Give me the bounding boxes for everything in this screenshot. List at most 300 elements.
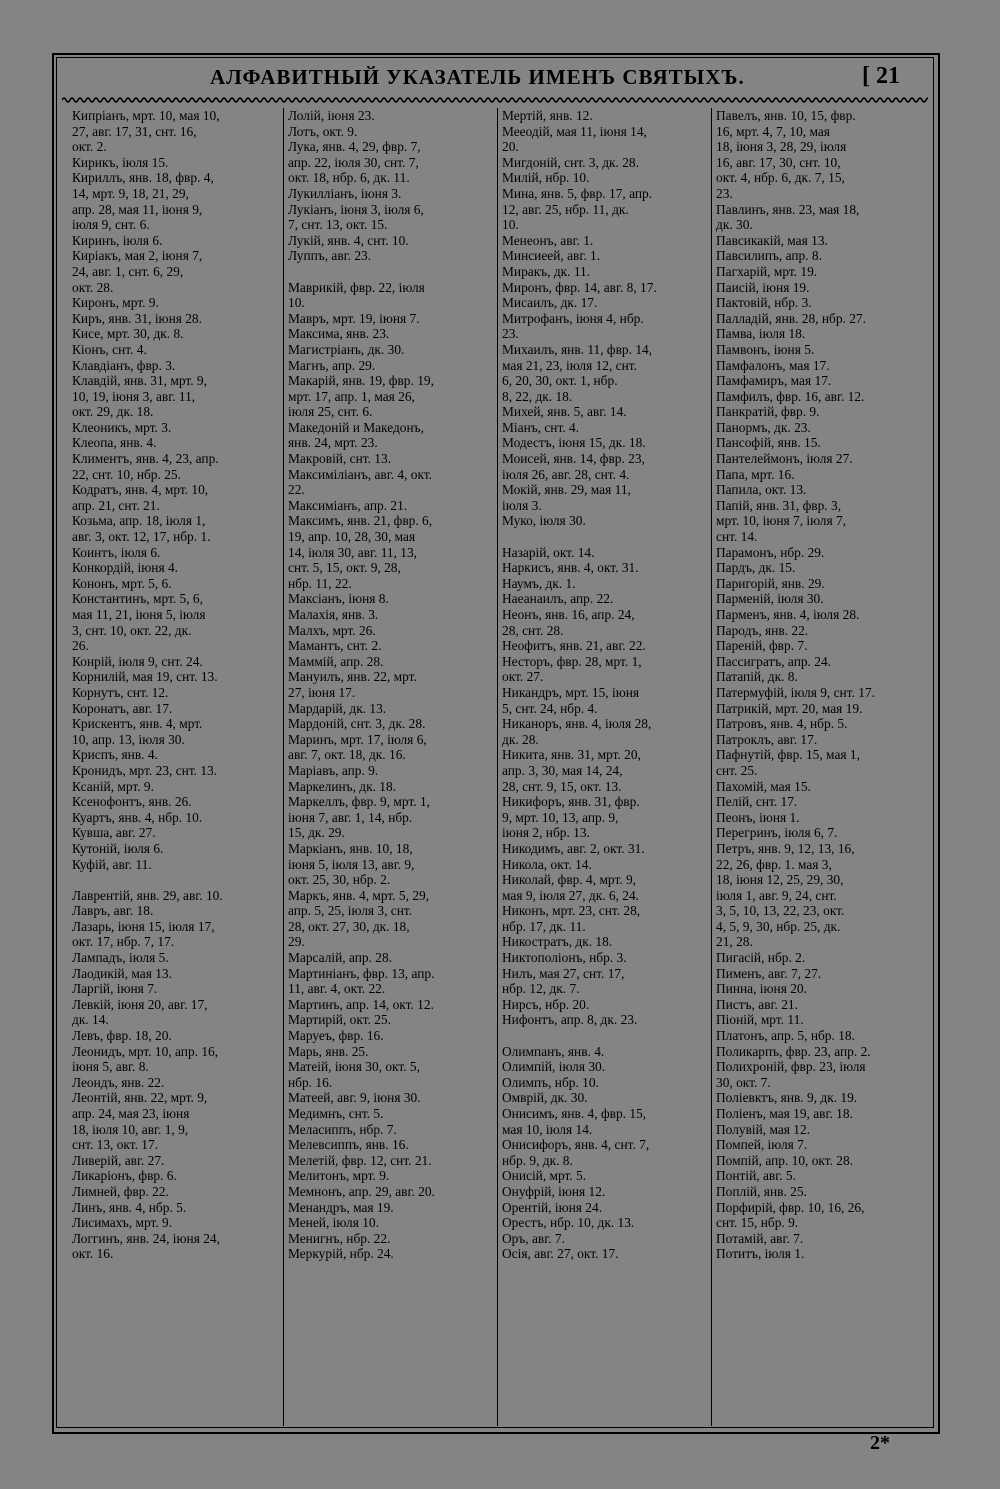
- index-entry-line: 27, іюня 17.: [288, 684, 356, 700]
- index-entry-line: Лукилліанъ, іюня 3.: [288, 185, 402, 201]
- index-entry-line: Полувій, мая 12.: [716, 1121, 811, 1137]
- index-entry-line: Корнутъ, снт. 12.: [72, 684, 169, 700]
- index-entry-line: Папа, мрт. 16.: [716, 466, 795, 482]
- index-entry-line: іюня 5, іюля 13, авг. 9,: [288, 856, 415, 872]
- index-entry-line: Папій, янв. 31, фвр. 3,: [716, 497, 842, 513]
- index-entry-line: Ливерій, авг. 27.: [72, 1152, 165, 1168]
- index-entry-line: Михей, янв. 5, авг. 14.: [502, 404, 627, 420]
- index-entry-line: 22, 26, фвр. 1. мая 3,: [716, 856, 832, 872]
- index-entry-line: Модестъ, іюня 15, дк. 18.: [502, 435, 646, 451]
- index-entry-line: Миракъ, дк. 11.: [502, 263, 591, 279]
- index-entry-line: Кипріанъ, мрт. 10, мая 10,: [72, 108, 220, 123]
- index-entry-line: Никита, янв. 31, мрт. 20,: [502, 747, 641, 763]
- index-entry-line: 10.: [502, 217, 519, 233]
- index-entry-line: іюля 25, снт. 6.: [288, 404, 373, 420]
- index-entry-line: Пассигратъ, апр. 24.: [716, 653, 831, 669]
- index-entry-line: 6, 20, 30, окт. 1, нбр.: [502, 373, 618, 389]
- index-entry-line: Петръ, янв. 9, 12, 13, 16,: [716, 840, 855, 856]
- index-entry-line: 26.: [72, 638, 89, 654]
- page-header: [60, 63, 930, 95]
- index-entry-line: Никола, окт. 14.: [502, 856, 592, 872]
- index-entry-line: Пелій, снт. 17.: [716, 794, 798, 810]
- index-entry-line: 14, мрт. 9, 18, 21, 29,: [72, 185, 189, 201]
- index-entry-line: Ксаній, мрт. 9.: [72, 778, 154, 794]
- index-entry-line: окт. 27.: [502, 669, 544, 685]
- index-entry-line: Лотъ, окт. 9.: [288, 123, 358, 139]
- index-entry-line: 15, дк. 29.: [288, 825, 345, 841]
- index-entry-line: Маркелинъ, дк. 18.: [288, 778, 397, 794]
- index-entry-line: Пафнутій, фвр. 15, мая 1,: [716, 747, 860, 763]
- index-entry-line: Мавръ, мрт. 19, іюня 7.: [288, 310, 420, 326]
- index-entry-line: Лавръ, авг. 18.: [72, 903, 154, 919]
- index-entry-line: Пагхарій, мрт. 19.: [716, 263, 818, 279]
- index-entry-line: Панкратій, фвр. 9.: [716, 404, 820, 420]
- index-entry-line: 10, 19, іюня 3, авг. 11,: [72, 388, 196, 404]
- index-entry-line: Киринъ, іюля 6.: [72, 232, 163, 248]
- index-entry-line: Поліенъ, мая 19, авг. 18.: [716, 1106, 853, 1121]
- index-entry-line: окт. 29, дк. 18.: [72, 404, 154, 420]
- index-entry-line: [72, 872, 277, 888]
- index-entry-line: 21, 28.: [716, 934, 753, 950]
- index-entry-line: Памфалонъ, мая 17.: [716, 357, 830, 373]
- index-entry-line: мая 9, іюля 27, дк. 6, 24.: [502, 887, 640, 903]
- index-entry-line: дк. 14.: [72, 1012, 109, 1028]
- index-entry-line: Пактовій, нбр. 3.: [716, 295, 812, 311]
- index-entry-line: Конкордій, іюня 4.: [72, 560, 178, 576]
- index-entry-line: дк. 28.: [502, 731, 539, 747]
- index-entry-line: Мертій, янв. 12.: [502, 108, 593, 123]
- index-entry-line: Павлинъ, янв. 23, мая 18,: [716, 201, 860, 217]
- index-entry-line: Константинъ, мрт. 5, 6,: [72, 591, 203, 607]
- index-entry-line: іюня 5, авг. 8.: [72, 1059, 149, 1075]
- index-entry-line: Максіанъ, іюня 8.: [288, 591, 389, 607]
- index-entry-line: Мамантъ, снт. 2.: [288, 638, 382, 654]
- index-entry-line: нбр. 17, дк. 11.: [502, 918, 586, 934]
- index-entry-line: Пародъ, янв. 22.: [716, 622, 809, 638]
- index-entry-line: Магнъ, апр. 29.: [288, 357, 376, 373]
- index-entry-line: Менигнъ, нбр. 22.: [288, 1230, 391, 1246]
- index-entry-line: Лампадъ, іюля 5.: [72, 950, 169, 966]
- index-entry-line: Леонтій, янв. 22, мрт. 9,: [72, 1090, 208, 1106]
- index-entry-line: Поліевктъ, янв. 9, дк. 19.: [716, 1090, 858, 1106]
- index-entry-line: Платонъ, апр. 5, нбр. 18.: [716, 1028, 855, 1044]
- index-entry-line: Корнилій, мая 19, снт. 13.: [72, 669, 218, 685]
- index-entry-line: Лукіанъ, іюня 3, іюля 6,: [288, 201, 424, 217]
- index-entry-line: [502, 529, 707, 545]
- index-entry-line: Олимпъ, нбр. 10.: [502, 1074, 599, 1090]
- wavy-rule: [62, 94, 928, 106]
- index-entry-line: Оръ, авг. 7.: [502, 1230, 565, 1246]
- index-columns: [62, 108, 928, 1426]
- index-entry-line: Паригорій, янв. 29.: [716, 575, 825, 591]
- index-entry-line: Крискентъ, янв. 4, мрт.: [72, 716, 203, 732]
- index-entry-line: Марь, янв. 25.: [288, 1043, 369, 1059]
- index-entry-line: [502, 1028, 707, 1044]
- column-separator: [283, 108, 284, 1426]
- index-entry-line: [288, 264, 493, 280]
- index-entry-line: Осія, авг. 27, окт. 17.: [502, 1246, 619, 1262]
- index-entry-line: 30, окт. 7.: [716, 1074, 771, 1090]
- index-entry-line: апр. 24, мая 23, іюня: [72, 1106, 190, 1121]
- index-entry-line: Меней, іюля 10.: [288, 1215, 379, 1231]
- index-entry-line: Кононъ, мрт. 5, 6.: [72, 575, 172, 591]
- index-entry-line: Ликаріонъ, фвр. 6.: [72, 1168, 177, 1184]
- index-entry-line: Павсилипъ, апр. 8.: [716, 248, 822, 264]
- column-separator: [711, 108, 712, 1426]
- index-entry-line: окт. 28.: [72, 279, 114, 295]
- index-entry-line: авг. 7, окт. 18, дк. 16.: [288, 747, 406, 763]
- index-entry-line: Македоній и Македонъ,: [288, 419, 424, 435]
- index-entry-line: окт. 2.: [72, 139, 107, 155]
- index-entry-line: Куфій, авг. 11.: [72, 856, 152, 872]
- index-entry-line: мрт. 10, іюня 7, іюля 7,: [716, 513, 847, 529]
- index-entry-line: Памфамиръ, мая 17.: [716, 373, 832, 389]
- index-entry-line: Маркіанъ, янв. 10, 18,: [288, 840, 413, 856]
- index-entry-line: Кисе, мрт. 30, дк. 8.: [72, 326, 184, 342]
- index-entry-line: Понтій, авг. 5.: [716, 1168, 796, 1184]
- index-entry-line: Нирсъ, нбр. 20.: [502, 996, 590, 1012]
- index-entry-line: мая 21, 23, іюля 12, снт.: [502, 357, 637, 373]
- index-entry-line: Пинна, іюня 20.: [716, 981, 807, 997]
- index-entry-line: іюня 7, авг. 1, 14, нбр.: [288, 809, 413, 825]
- index-entry-line: 27, авг. 17, 31, снт. 16,: [72, 123, 197, 139]
- index-entry-line: янв. 24, мрт. 23.: [288, 435, 378, 451]
- index-entry-line: Максима, янв. 23.: [288, 326, 390, 342]
- index-entry-line: 28, окт. 27, 30, дк. 18,: [288, 918, 410, 934]
- index-entry-line: Памвонъ, іюня 5.: [716, 341, 815, 357]
- index-entry-line: Никтополіонъ, нбр. 3.: [502, 950, 627, 966]
- index-entry-line: Лимней, фвр. 22.: [72, 1183, 169, 1199]
- index-entry-line: Максиміанъ, апр. 21.: [288, 497, 408, 513]
- index-entry-line: снт. 14.: [716, 529, 758, 545]
- index-entry-line: Міанъ, снт. 4.: [502, 419, 580, 435]
- index-entry-line: 22.: [288, 482, 305, 498]
- index-entry-line: Никаноръ, янв. 4, іюля 28,: [502, 716, 652, 732]
- index-entry-line: Олимпанъ, янв. 4.: [502, 1043, 605, 1059]
- index-entry-line: Линъ, янв. 4, нбр. 5.: [72, 1199, 187, 1215]
- index-entry-line: іюля 26, авг. 28, снт. 4.: [502, 466, 630, 482]
- index-entry-line: окт. 25, 30, нбр. 2.: [288, 872, 391, 888]
- index-entry-line: Малахія, янв. 3.: [288, 607, 379, 622]
- index-entry-line: окт. 17, нбр. 7, 17.: [72, 934, 175, 950]
- index-entry-line: Малхъ, мрт. 26.: [288, 622, 376, 638]
- index-entry-line: Никандръ, мрт. 15, іюня: [502, 684, 640, 700]
- index-entry-line: Макровій, снт. 13.: [288, 451, 392, 467]
- index-entry-line: Мардоній, снт. 3, дк. 28.: [288, 716, 426, 732]
- index-entry-line: 22, снт. 10, нбр. 25.: [72, 466, 181, 482]
- index-entry-line: Палладій, янв. 28, нбр. 27.: [716, 310, 866, 326]
- index-entry-line: Никифоръ, янв. 31, фвр.: [502, 794, 640, 810]
- index-entry-line: 23.: [716, 185, 733, 201]
- column-separator: [497, 108, 498, 1426]
- index-entry-line: Мелитонъ, мрт. 9.: [288, 1168, 390, 1184]
- index-entry-line: Митрофанъ, іюня 4, нбр.: [502, 310, 644, 326]
- index-entry-line: Макарій, янв. 19, фвр. 19,: [288, 373, 434, 389]
- index-entry-line: Ксенофонтъ, янв. 26.: [72, 794, 192, 810]
- index-entry-line: Мартирій, окт. 25.: [288, 1012, 391, 1028]
- index-entry-line: 29.: [288, 934, 305, 950]
- index-entry-line: Пансофій, янв. 15.: [716, 435, 821, 451]
- index-entry-line: Пименъ, авг. 7, 27.: [716, 965, 822, 981]
- index-entry-line: Кіонъ, снт. 4.: [72, 341, 147, 357]
- index-entry-line: Марсалій, апр. 28.: [288, 950, 393, 966]
- index-entry-line: Маринъ, мрт. 17, іюля 6,: [288, 731, 427, 747]
- index-entry-line: 20.: [502, 139, 519, 155]
- index-entry-line: Пеонъ, іюня 1.: [716, 809, 800, 825]
- index-entry-line: Матеей, авг. 9, іюня 30.: [288, 1090, 421, 1106]
- index-entry-line: Леондъ, янв. 22.: [72, 1074, 165, 1090]
- index-entry-line: іюля 9, снт. 6.: [72, 217, 150, 233]
- index-entry-line: 28, снт. 9, 15, окт. 13.: [502, 778, 622, 794]
- index-entry-line: Мелевсиппъ, янв. 16.: [288, 1137, 409, 1153]
- index-entry-line: Поликарпъ, фвр. 23, апр. 2.: [716, 1043, 871, 1059]
- index-entry-line: авг. 3, окт. 12, 17, нбр. 1.: [72, 529, 211, 545]
- index-entry-line: Менандръ, мая 19.: [288, 1199, 394, 1215]
- index-entry-line: Маруеъ, фвр. 16.: [288, 1028, 384, 1044]
- index-entry-line: 23.: [502, 326, 519, 342]
- index-entry-line: Никостратъ, дк. 18.: [502, 934, 613, 950]
- index-entry-line: Киріакъ, мая 2, іюня 7,: [72, 248, 203, 264]
- index-entry-line: Матеій, іюня 30, окт. 5,: [288, 1059, 420, 1075]
- index-entry-line: 10, апр. 13, іюля 30.: [72, 731, 185, 747]
- index-column-2: [288, 108, 493, 1262]
- index-entry-line: Логгинъ, янв. 24, іюня 24,: [72, 1230, 220, 1246]
- index-entry-line: Медимнъ, снт. 5.: [288, 1106, 384, 1121]
- index-column-1: [72, 108, 277, 1262]
- index-entry-line: Климентъ, янв. 4, 23, апр.: [72, 451, 219, 467]
- index-entry-line: Минсиеей, авг. 1.: [502, 248, 601, 264]
- index-entry-line: 24, авг. 1, снт. 6, 29,: [72, 263, 184, 279]
- index-entry-line: Порфирій, фвр. 10, 16, 26,: [716, 1199, 865, 1215]
- index-entry-line: Назарій, окт. 14.: [502, 544, 595, 560]
- index-entry-line: апр. 21, снт. 21.: [72, 497, 160, 513]
- index-entry-line: Левкій, іюня 20, авг. 17,: [72, 996, 208, 1012]
- page-number: [ 21: [862, 63, 900, 89]
- index-entry-line: дк. 30.: [716, 217, 753, 233]
- index-entry-line: Панормъ, дк. 23.: [716, 419, 811, 435]
- index-entry-line: Коронатъ, авг. 17.: [72, 700, 173, 716]
- index-entry-line: Никонъ, мрт. 23, снт. 28,: [502, 903, 641, 919]
- index-column-3: [502, 108, 707, 1262]
- index-entry-line: Маріавъ, апр. 9.: [288, 762, 379, 778]
- index-entry-line: нбр. 11, 22.: [288, 575, 352, 591]
- index-entry-line: снт. 5, 15, окт. 9, 28,: [288, 560, 401, 576]
- index-entry-line: Лука, янв. 4, 29, фвр. 7,: [288, 139, 421, 155]
- index-entry-line: мая 11, 21, іюня 5, іюля: [72, 607, 206, 622]
- index-entry-line: Паисій, іюня 19.: [716, 279, 810, 295]
- index-entry-line: Онисимъ, янв. 4, фвр. 15,: [502, 1106, 647, 1121]
- index-entry-line: Клеопа, янв. 4.: [72, 435, 157, 451]
- index-entry-line: Мартиніанъ, фвр. 13, апр.: [288, 965, 435, 981]
- index-entry-line: Лаврентій, янв. 29, авг. 10.: [72, 887, 223, 903]
- index-entry-line: нбр. 12, дк. 7.: [502, 981, 580, 997]
- index-entry-line: Лукій, янв. 4, снт. 10.: [288, 232, 409, 248]
- index-entry-line: Маркеллъ, фвр. 9, мрт. 1,: [288, 794, 430, 810]
- index-entry-line: Пантелеймонъ, іюля 27.: [716, 451, 853, 467]
- index-entry-line: Мардарій, дк. 13.: [288, 700, 387, 716]
- index-entry-line: Кронидъ, мрт. 23, снт. 13.: [72, 762, 218, 778]
- index-entry-line: Клавдіанъ, фвр. 3.: [72, 357, 176, 373]
- index-entry-line: Пахомій, мая 15.: [716, 778, 811, 794]
- index-entry-line: снт. 15, нбр. 9.: [716, 1215, 799, 1231]
- index-entry-line: Перегринъ, іюля 6, 7.: [716, 825, 838, 841]
- index-entry-line: Полихроній, фвр. 23, іюля: [716, 1059, 866, 1075]
- index-entry-line: 4, 5, 9, 30, нбр. 25, дк.: [716, 918, 841, 934]
- index-entry-line: Омврій, дк. 30.: [502, 1090, 588, 1106]
- index-entry-line: Нифонтъ, апр. 8, дк. 23.: [502, 1012, 638, 1028]
- index-entry-line: 18, іюня 12, 25, 29, 30,: [716, 872, 844, 888]
- index-entry-line: 8, 22, дк. 18.: [502, 388, 573, 404]
- index-entry-line: мрт. 17, апр. 1, мая 26,: [288, 388, 415, 404]
- index-entry-line: 16, авг. 17, 30, снт. 10,: [716, 154, 841, 170]
- index-entry-line: іюня 2, нбр. 13.: [502, 825, 590, 841]
- index-entry-line: 11, авг. 4, окт. 22.: [288, 981, 386, 997]
- index-entry-line: Несторъ, фвр. 28, мрт. 1,: [502, 653, 642, 669]
- index-entry-line: Патапій, дк. 8.: [716, 669, 798, 685]
- index-entry-line: Муко, іюля 30.: [502, 513, 586, 529]
- index-entry-line: Маврикій, фвр. 22, іюля: [288, 279, 425, 295]
- index-entry-line: Пареній, фвр. 7.: [716, 638, 808, 654]
- index-entry-line: Мисаилъ, дк. 17.: [502, 295, 598, 311]
- index-entry-line: снт. 25.: [716, 762, 758, 778]
- index-entry-line: Парменій, іюля 30.: [716, 591, 824, 607]
- index-entry-line: Клавдій, янв. 31, мрт. 9,: [72, 373, 207, 389]
- index-entry-line: Мееодій, мая 11, іюня 14,: [502, 123, 647, 139]
- index-entry-line: Конрій, іюля 9, снт. 24.: [72, 653, 203, 669]
- index-entry-line: Мартинъ, апр. 14, окт. 12.: [288, 996, 434, 1012]
- index-entry-line: Кутоній, іюля 6.: [72, 840, 164, 856]
- index-entry-line: іюля 1, авг. 9, 24, снт.: [716, 887, 837, 903]
- index-entry-line: Патермуфій, іюля 9, снт. 17.: [716, 684, 876, 700]
- index-entry-line: Парменъ, янв. 4, іюля 28.: [716, 607, 860, 622]
- index-entry-line: Криспъ, янв. 4.: [72, 747, 158, 763]
- index-entry-line: Меркурій, нбр. 24.: [288, 1246, 394, 1262]
- index-entry-line: Помпій, апр. 10, окт. 28.: [716, 1152, 854, 1168]
- index-entry-line: мая 10, іюля 14.: [502, 1121, 593, 1137]
- index-entry-line: Мина, янв. 5, фвр. 17, апр.: [502, 185, 653, 201]
- index-entry-line: Патровъ, янв. 4, нбр. 5.: [716, 716, 848, 732]
- index-entry-line: Потамій, авг. 7.: [716, 1230, 804, 1246]
- index-entry-line: Козьма, апр. 18, іюля 1,: [72, 513, 206, 529]
- index-entry-line: іюля 3.: [502, 497, 542, 513]
- index-entry-line: Киронъ, мрт. 9.: [72, 295, 159, 311]
- index-entry-line: Максиміліанъ, авг. 4, окт.: [288, 466, 433, 482]
- index-entry-line: Лисимахъ, мрт. 9.: [72, 1215, 173, 1231]
- index-column-4: [716, 108, 921, 1262]
- index-entry-line: Левъ, фвр. 18, 20.: [72, 1028, 172, 1044]
- index-entry-line: Милій, нбр. 10.: [502, 170, 590, 186]
- index-entry-line: Куартъ, янв. 4, нбр. 10.: [72, 809, 203, 825]
- index-entry-line: Мелетій, фвр. 12, снт. 21.: [288, 1152, 432, 1168]
- index-entry-line: Ларгій, іюня 7.: [72, 981, 158, 997]
- index-entry-line: 9, мрт. 10, 13, апр. 9,: [502, 809, 619, 825]
- index-entry-line: Кирикъ, іюля 15.: [72, 154, 169, 170]
- page-title: АЛФАВИТНЫЙ УКАЗАТЕЛЬ ИМЕНЪ СВЯТЫХЪ.: [210, 65, 745, 89]
- index-entry-line: Лолій, іюня 23.: [288, 108, 375, 123]
- index-entry-line: Онисифоръ, янв. 4, снт. 7,: [502, 1137, 650, 1153]
- index-entry-line: окт. 18, нбр. 6, дк. 11.: [288, 170, 410, 186]
- index-entry-line: Леонидъ, мрт. 10, апр. 16,: [72, 1043, 219, 1059]
- index-entry-line: Мигдоній, снт. 3, дк. 28.: [502, 154, 639, 170]
- index-entry-line: окт. 16.: [72, 1246, 114, 1262]
- index-entry-line: Миронъ, фвр. 14, авг. 8, 17.: [502, 279, 657, 295]
- index-entry-line: 12, авг. 25, нбр. 11, дк.: [502, 201, 629, 217]
- index-entry-line: Пардъ, дк. 15.: [716, 560, 796, 576]
- index-entry-line: Менеонъ, авг. 1.: [502, 232, 594, 248]
- index-entry-line: Памфилъ, фвр. 16, авг. 12.: [716, 388, 865, 404]
- index-entry-line: Максимъ, янв. 21, фвр. 6,: [288, 513, 433, 529]
- index-entry-line: 16, мрт. 4, 7, 10, мая: [716, 123, 830, 139]
- index-entry-line: 19, апр. 10, 28, 30, мая: [288, 529, 416, 545]
- index-entry-line: Мануилъ, янв. 22, мрт.: [288, 669, 417, 685]
- index-entry-line: 3, 5, 10, 13, 22, 23, окт.: [716, 903, 845, 919]
- index-entry-line: нбр. 9, дк. 8.: [502, 1152, 573, 1168]
- index-entry-line: Коинтъ, іюля 6.: [72, 544, 161, 560]
- index-entry-line: Клеоникъ, мрт. 3.: [72, 419, 172, 435]
- index-entry-line: 18, іюля 10, авг. 1, 9,: [72, 1121, 189, 1137]
- signature-mark: 2*: [870, 1432, 890, 1454]
- index-entry-line: Пистъ, авг. 21.: [716, 996, 798, 1012]
- index-entry-line: Маркъ, янв. 4, мрт. 5, 29,: [288, 887, 430, 903]
- index-entry-line: Мокій, янв. 29, мая 11,: [502, 482, 631, 498]
- index-entry-line: Лазарь, іюня 15, іюля 17,: [72, 918, 215, 934]
- index-entry-line: Павсикакій, мая 13.: [716, 232, 828, 248]
- index-entry-line: Помпей, іюля 7.: [716, 1137, 808, 1153]
- index-entry-line: апр. 22, іюля 30, снт. 7,: [288, 154, 419, 170]
- index-entry-line: Наумъ, дк. 1.: [502, 575, 576, 591]
- index-entry-line: Патроклъ, авг. 17.: [716, 731, 818, 747]
- index-entry-line: окт. 4, нбр. 6, дк. 7, 15,: [716, 170, 845, 186]
- index-entry-line: 18, іюня 3, 28, 29, іюля: [716, 139, 847, 155]
- index-entry-line: апр. 3, 30, мая 14, 24,: [502, 762, 623, 778]
- index-entry-line: 3, снт. 10, окт. 22, дк.: [72, 622, 192, 638]
- index-entry-line: Поплій, янв. 25.: [716, 1183, 807, 1199]
- index-entry-line: Пигасій, нбр. 2.: [716, 950, 806, 966]
- index-entry-line: Неофитъ, янв. 21, авг. 22.: [502, 638, 646, 654]
- index-entry-line: Орентій, іюня 24.: [502, 1199, 603, 1215]
- index-entry-line: Орестъ, нбр. 10, дк. 13.: [502, 1215, 635, 1231]
- index-entry-line: снт. 13, окт. 17.: [72, 1137, 159, 1153]
- index-entry-line: 28, снт. 28.: [502, 622, 564, 638]
- index-entry-line: Кириллъ, янв. 18, фвр. 4,: [72, 170, 214, 186]
- index-entry-line: Никодимъ, авг. 2, окт. 31.: [502, 840, 645, 856]
- index-entry-line: Николай, фвр. 4, мрт. 9,: [502, 872, 637, 888]
- index-entry-line: Потитъ, іюля 1.: [716, 1246, 805, 1262]
- index-entry-line: Моисей, янв. 14, фвр. 23,: [502, 451, 645, 467]
- index-entry-line: нбр. 16.: [288, 1074, 333, 1090]
- index-entry-line: Наркисъ, янв. 4, окт. 31.: [502, 560, 639, 576]
- index-entry-line: Луппъ, авг. 23.: [288, 248, 372, 264]
- index-entry-line: Михаилъ, янв. 11, фвр. 14,: [502, 341, 653, 357]
- index-entry-line: 7, снт. 13, окт. 15.: [288, 217, 388, 233]
- index-entry-line: Олимпій, іюля 30.: [502, 1059, 606, 1075]
- index-entry-line: Мемнонъ, апр. 29, авг. 20.: [288, 1183, 435, 1199]
- index-entry-line: Меласиппъ, нбр. 7.: [288, 1121, 397, 1137]
- index-entry-line: 14, іюля 30, авг. 11, 13,: [288, 544, 418, 560]
- index-entry-line: Піоній, мрт. 11.: [716, 1012, 804, 1028]
- index-entry-line: 5, снт. 24, нбр. 4.: [502, 700, 598, 716]
- index-entry-line: Нилъ, мая 27, снт. 17,: [502, 965, 625, 981]
- index-entry-line: 10.: [288, 295, 305, 311]
- index-entry-line: апр. 28, мая 11, іюня 9,: [72, 201, 203, 217]
- index-entry-line: Маммій, апр. 28.: [288, 653, 384, 669]
- index-entry-line: Онуфрій, іюня 12.: [502, 1183, 606, 1199]
- index-entry-line: апр. 5, 25, іюля 3, снт.: [288, 903, 413, 919]
- index-entry-line: Кодратъ, янв. 4, мрт. 10,: [72, 482, 209, 498]
- index-entry-line: Памва, іюля 18.: [716, 326, 806, 342]
- index-entry-line: Онисій, мрт. 5.: [502, 1168, 587, 1184]
- index-entry-line: Лаодикій, мая 13.: [72, 965, 172, 981]
